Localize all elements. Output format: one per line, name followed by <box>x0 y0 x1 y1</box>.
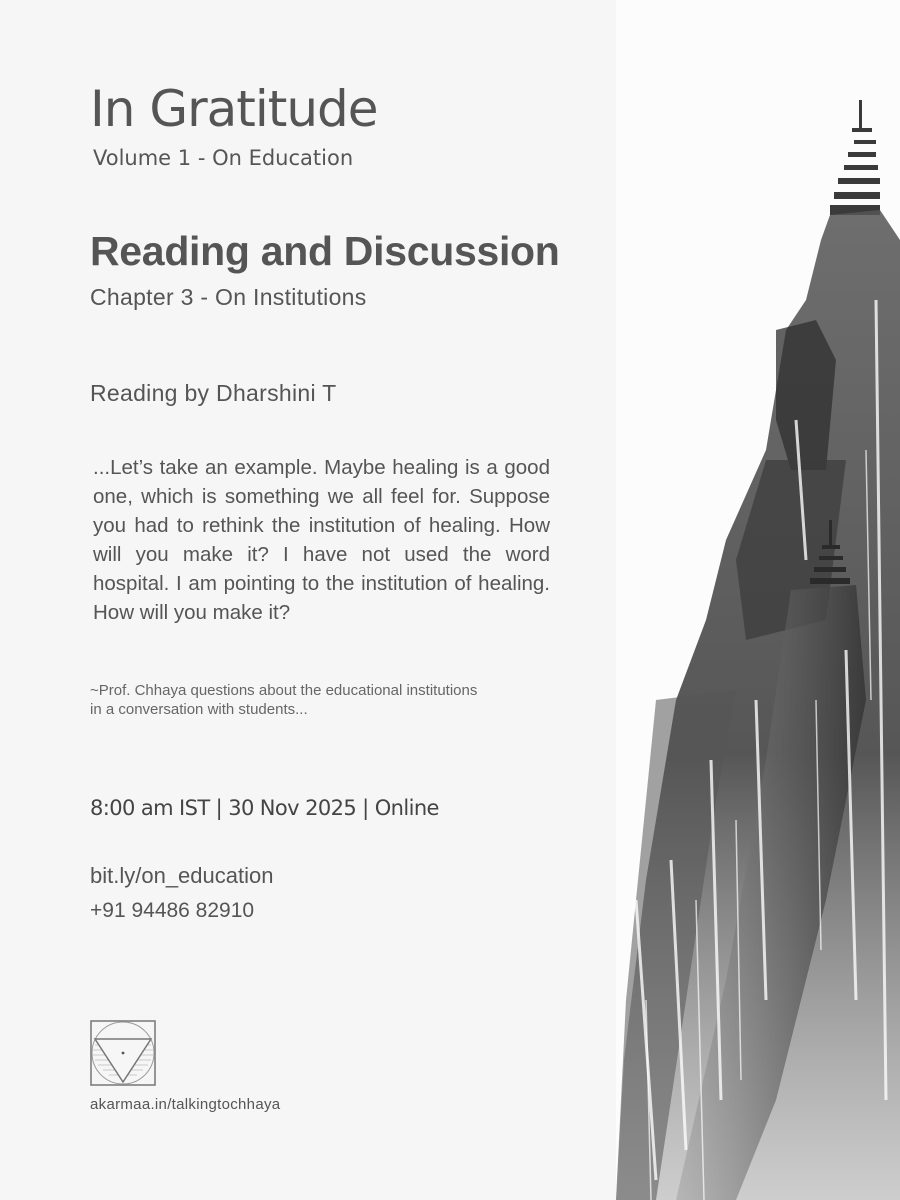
poster-title: In Gratitude <box>90 80 378 138</box>
section-title: Reading and Discussion <box>90 228 560 274</box>
poster-subtitle: Volume 1 - On Education <box>93 146 354 170</box>
quote-attribution: ~Prof. Chhaya questions about the educational institutions in a conversation with students... <box>90 682 478 718</box>
ink-wash-temple-painting <box>616 0 900 1200</box>
reader-credit: Reading by Dharshini T <box>90 380 337 406</box>
text-column <box>90 0 570 1200</box>
chapter-subtitle: Chapter 3 - On Institutions <box>90 284 367 310</box>
triangle-in-circle-logo-icon <box>90 1020 156 1086</box>
phone-number: +91 94486 82910 <box>90 899 255 922</box>
website-link[interactable]: akarmaa.in/talkingtochhaya <box>90 1096 281 1113</box>
event-link[interactable]: bit.ly/on_education <box>90 863 274 888</box>
quote-text: ...Let’s take an example. Maybe healing is a good one, which is something we all feel for. Suppose you had to rethink the institution of healing. How will you make it? I have not used the word hospital. I am pointing to the institution of healing. How will you make it? <box>93 456 550 624</box>
event-details: 8:00 am IST | 30 Nov 2025 | Online <box>90 796 439 820</box>
